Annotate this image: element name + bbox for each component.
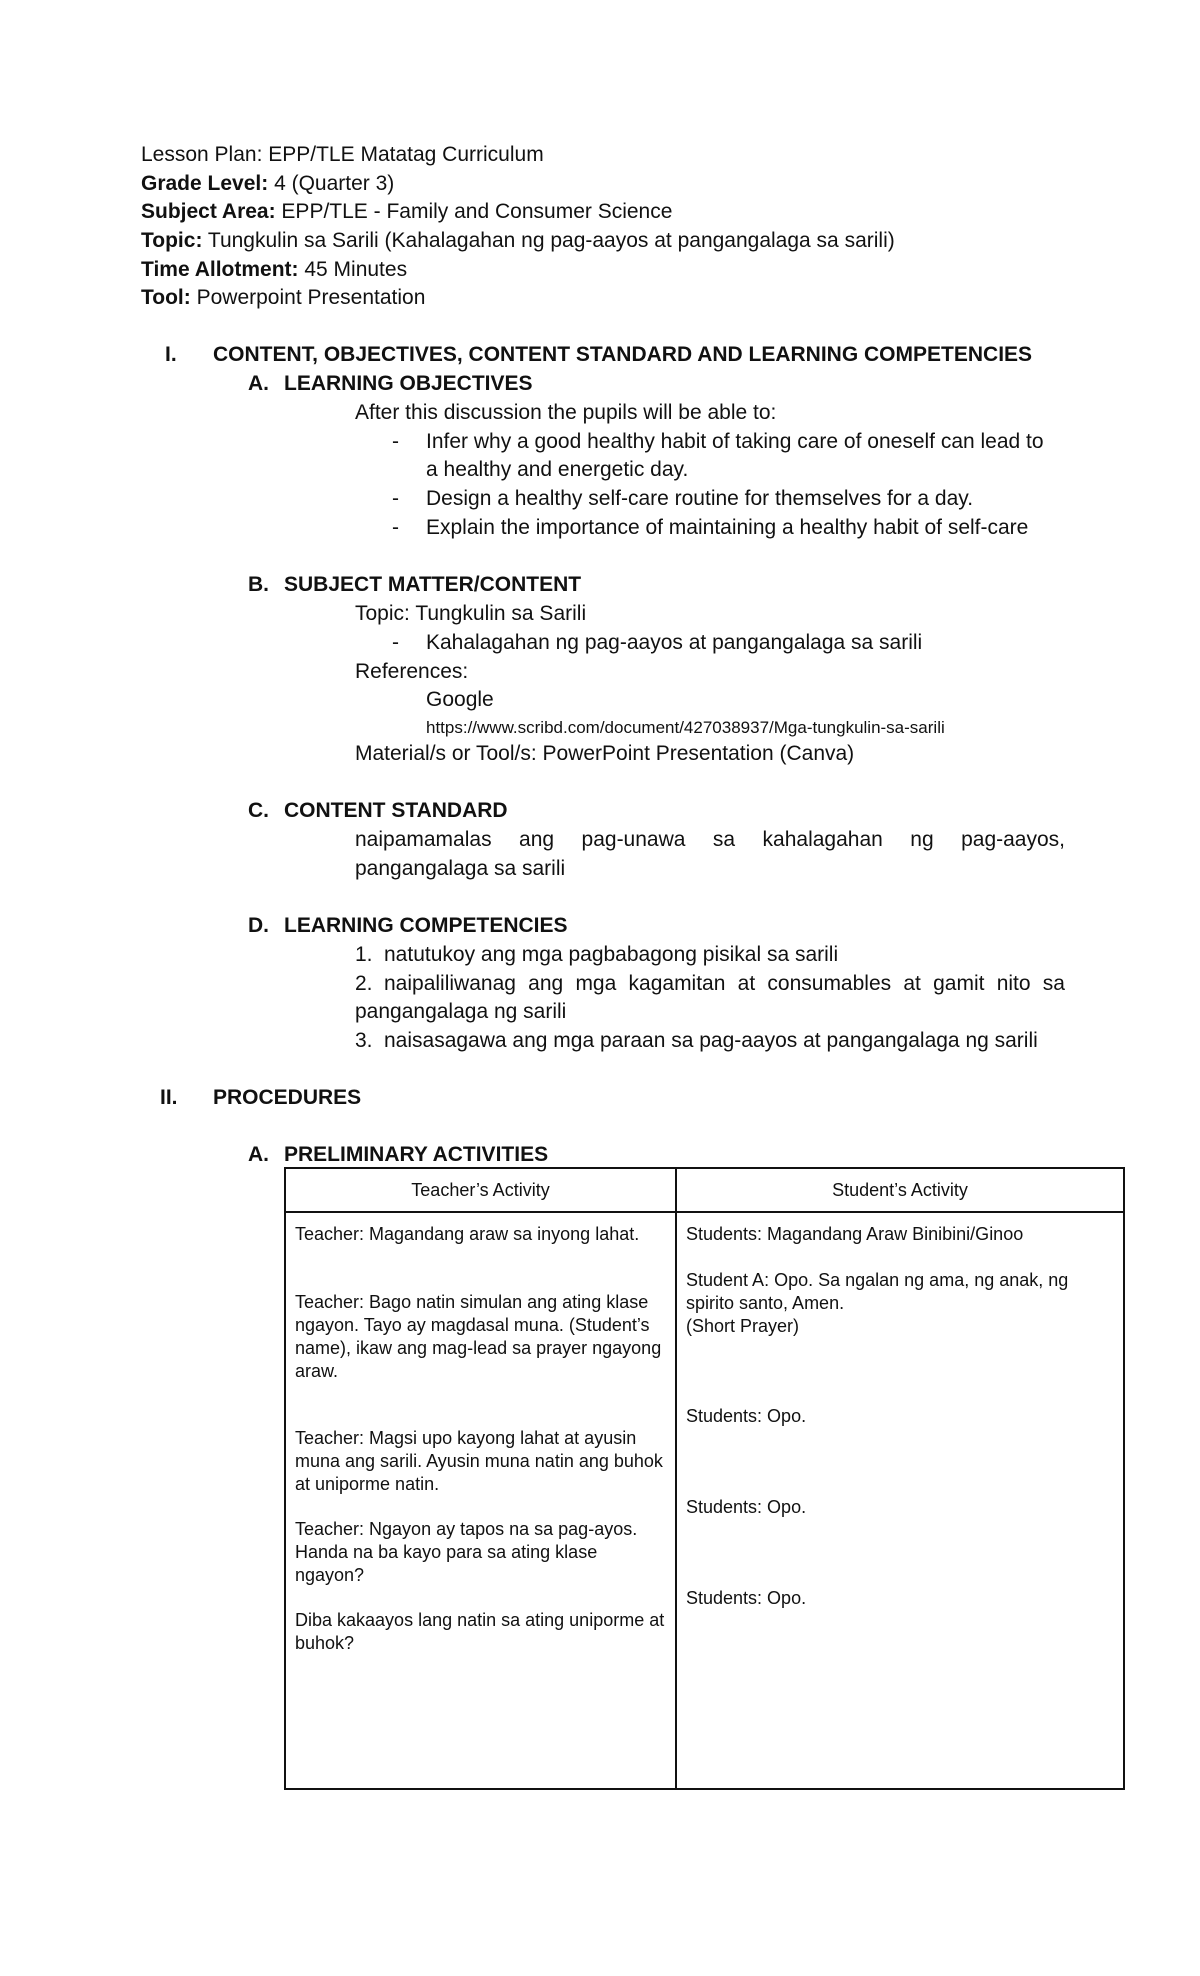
competency-2-text: naipaliliwanag ang mga kagamitan at consumables at gamit nito sa <box>384 972 1065 995</box>
teacher-line-3: Teacher: Magsi upo kayong lahat at ayusin muna ang sarili. Ayusin muna natin ang buhok at uniporme natin. <box>295 1428 663 1494</box>
teacher-line-4: Teacher: Ngayon ay tapos na sa pag-ayos. Handa na ba kayo para sa ating klase ngayon? <box>295 1519 638 1585</box>
student-line-1: Students: Magandang Araw Binibini/Ginoo <box>686 1224 1024 1244</box>
competency-3: naisasagawa ang mga paraan sa pag-aayos at pangangalaga ng sarili <box>384 1029 1038 1052</box>
student-activity-header: Student’s Activity <box>676 1168 1124 1212</box>
competency-3-number: 3. <box>355 1029 373 1052</box>
section-1a-letter: A. <box>248 372 269 395</box>
subject-area-label: Subject Area: <box>141 200 276 223</box>
objective-1-line-1: Infer why a good healthy habit of taking care of oneself can lead to <box>426 430 1044 453</box>
competency-2-number: 2. <box>355 972 373 995</box>
student-line-5: Students: Opo. <box>686 1497 807 1517</box>
competency-1-number: 1. <box>355 943 373 966</box>
student-line-2: Student A: Opo. Sa ngalan ng ama, ng anak, ng spirito santo, Amen. <box>686 1270 1069 1313</box>
subject-topic: Topic: Tungkulin sa Sarili <box>355 602 587 625</box>
section-2-numeral: II. <box>160 1086 178 1109</box>
tool-label: Tool: <box>141 286 191 309</box>
section-2a-letter: A. <box>248 1143 269 1166</box>
content-standard-line-1 <box>355 826 1065 854</box>
time-allotment-line <box>141 256 407 284</box>
section-1c-heading: CONTENT STANDARD <box>284 799 508 822</box>
objective-1-bullet: - <box>392 430 399 453</box>
section-1-heading: CONTENT, OBJECTIVES, CONTENT STANDARD AND LEARNING COMPETENCIES <box>213 343 1033 366</box>
tool-value: Powerpoint Presentation <box>190 286 426 309</box>
time-allotment-value: 45 Minutes <box>298 258 408 281</box>
teacher-line-1: Teacher: Magandang araw sa inyong lahat. <box>295 1224 640 1244</box>
subtopic: Kahalagahan ng pag-aayos at pangangalaga sa sarili <box>426 631 923 654</box>
competency-1: natutukoy ang mga pagbabagong pisikal sa sarili <box>384 943 839 966</box>
objective-3-bullet: - <box>392 516 399 539</box>
materials-line: Material/s or Tool/s: PowerPoint Presentation (Canva) <box>355 742 855 765</box>
student-line-3: (Short Prayer) <box>686 1316 800 1336</box>
teacher-activity-cell <box>285 1212 676 1789</box>
lesson-plan-title: Lesson Plan: EPP/TLE Matatag Curriculum <box>141 143 544 166</box>
reference-source: Google <box>426 688 494 711</box>
teacher-line-2: Teacher: Bago natin simulan ang ating klase ngayon. Tayo ay magdasal muna. (Student’s name), ikaw ang mag-lead sa prayer ngayong araw. <box>295 1292 662 1381</box>
topic-label: Topic: <box>141 229 203 252</box>
objective-3: Explain the importance of maintaining a healthy habit of self-care <box>426 516 1029 539</box>
topic-line <box>141 227 895 255</box>
student-line-6: Students: Opo. <box>686 1588 807 1608</box>
student-activity-cell <box>676 1212 1124 1789</box>
references-label: References: <box>355 660 469 683</box>
subject-area-line <box>141 198 672 226</box>
competency-2-line-1 <box>384 970 1065 998</box>
section-1d-letter: D. <box>248 914 269 937</box>
content-standard-text: naipamamalas ang pag-unawa sa kahalagahan ng pag-aayos, <box>355 828 1065 851</box>
grade-level-line <box>141 170 394 198</box>
subtopic-bullet: - <box>392 631 399 654</box>
section-1b-letter: B. <box>248 573 269 596</box>
section-1d-heading: LEARNING COMPETENCIES <box>284 914 568 937</box>
teacher-activity-header: Teacher’s Activity <box>285 1168 676 1212</box>
section-1b-heading: SUBJECT MATTER/CONTENT <box>284 573 582 596</box>
reference-url[interactable]: https://www.scribd.com/document/427038937/Mga-tungkulin-sa-sarili <box>426 718 945 737</box>
teacher-line-5: Diba kakaayos lang natin sa ating uniporme at buhok? <box>295 1610 665 1653</box>
objective-1-line-2: a healthy and energetic day. <box>426 458 689 481</box>
grade-level-label: Grade Level: <box>141 172 269 195</box>
section-2a-heading: PRELIMINARY ACTIVITIES <box>284 1143 549 1166</box>
topic-value: Tungkulin sa Sarili (Kahalagahan ng pag-aayos at pangangalaga sa sarili) <box>202 229 895 252</box>
section-1-numeral: I. <box>165 343 177 366</box>
student-line-4: Students: Opo. <box>686 1406 807 1426</box>
table-row <box>285 1212 1124 1789</box>
objectives-intro: After this discussion the pupils will be able to: <box>355 401 777 424</box>
section-1a-heading: LEARNING OBJECTIVES <box>284 372 533 395</box>
section-2-heading: PROCEDURES <box>213 1086 362 1109</box>
competency-2-line-2: pangangalaga ng sarili <box>355 1000 567 1023</box>
table-header-row <box>285 1168 1124 1212</box>
time-allotment-label: Time Allotment: <box>141 258 299 281</box>
tool-line <box>141 284 425 312</box>
activities-table <box>284 1167 1125 1790</box>
grade-level-value: 4 (Quarter 3) <box>268 172 395 195</box>
objective-2: Design a healthy self-care routine for themselves for a day. <box>426 487 974 510</box>
objective-2-bullet: - <box>392 487 399 510</box>
content-standard-line-2: pangangalaga sa sarili <box>355 857 566 880</box>
section-1c-letter: C. <box>248 799 269 822</box>
subject-area-value: EPP/TLE - Family and Consumer Science <box>275 200 673 223</box>
